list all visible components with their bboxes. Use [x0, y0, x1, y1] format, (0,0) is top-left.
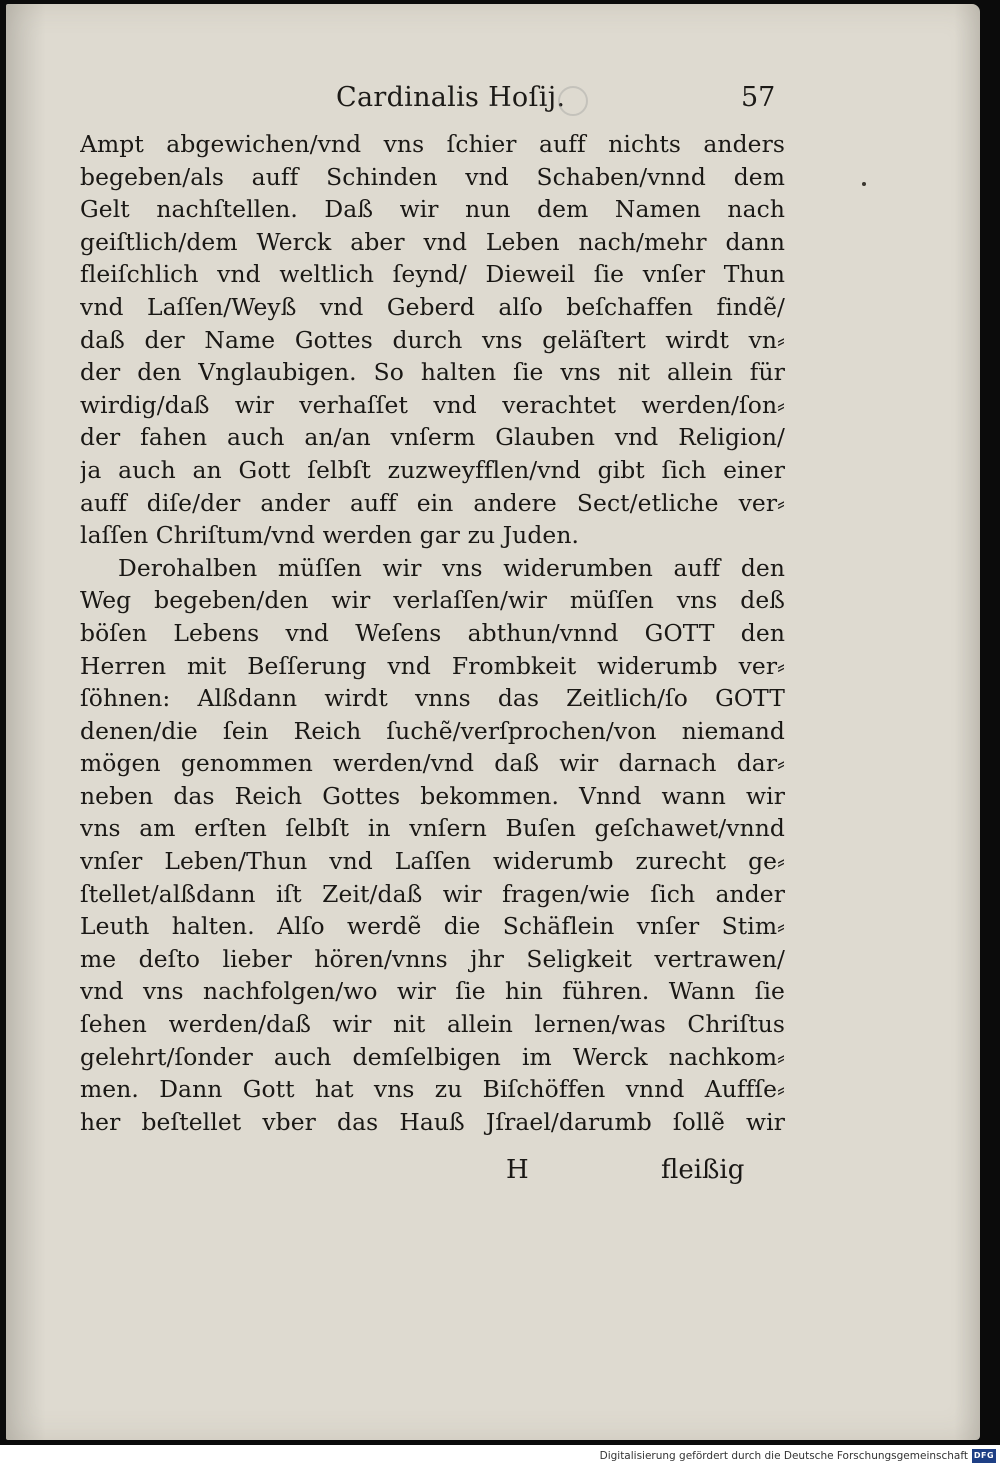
text-line: Herren mit Beſſerung vnd Frombkeit widerumb ver⸗ [80, 651, 785, 680]
text-line: gelehrt/ſonder auch demſelbigen im Werck nachkom⸗ [80, 1042, 785, 1071]
body-text [80, 128, 785, 1138]
text-line: Weg begeben/den wir verlaſſen/wir müſſen vns deß [80, 586, 785, 615]
text-line: mögen genommen werden/vnd daß wir darnach dar⸗ [80, 749, 785, 778]
text-line: geiſtlich/dem Werck aber vnd Leben nach/mehr dann [80, 227, 785, 256]
text-line: böſen Lebens vnd Weſens abthun/vnnd GOTT den [80, 618, 785, 647]
signature-mark: H [506, 1155, 529, 1185]
dfg-logo-icon: DFG [972, 1449, 996, 1463]
text-line: ſehen werden/daß wir nit allein lernen/was Chriſtus [80, 1010, 785, 1039]
speck [862, 182, 866, 186]
text-line: Gelt nachſtellen. Daß wir nun dem Namen nach [80, 195, 785, 224]
text-line: auff diſe/der ander auff ein andere Sect/etliche ver⸗ [80, 488, 785, 517]
text-line: me deſto lieber hören/vnns jhr Seligkeit vertrawen/ [80, 944, 785, 973]
text-line: ſöhnen: Alßdann wirdt vnns das Zeitlich/ſo GOTT [80, 684, 785, 713]
text-line: men. Dann Gott hat vns zu Biſchöffen vnnd Auffſe⸗ [80, 1075, 785, 1104]
ink-smudge [558, 86, 588, 116]
text-line: Derohalben müſſen wir vns widerumben auff den [118, 553, 785, 582]
edge-shadow [954, 4, 980, 1440]
book-page [6, 4, 980, 1440]
text-line: der den Vnglaubigen. So halten ſie vns nit allein für [80, 358, 785, 387]
text-line: vnſer Leben/Thun vnd Laſſen widerumb zurecht ge⸗ [80, 847, 785, 876]
page-number: 57 [741, 82, 776, 113]
text-line: vns am erſten ſelbſt in vnſern Buſen geſchawet/vnnd [80, 814, 785, 843]
text-line: laſſen Chriſtum/vnd werden gar zu Juden. [80, 521, 580, 550]
text-line: Ampt abgewichen/vnd vns ſchier auff nichts anders [80, 130, 785, 158]
page-footer [6, 1155, 980, 1195]
text-line: wirdig/daß wir verhaſſet vnd verachtet werden/ſon⸗ [80, 390, 785, 419]
text-line: ja auch an Gott ſelbſt zuzweyfflen/vnd gibt ſich einer [80, 455, 785, 484]
text-line: vnd vns nachfolgen/wo wir ſie hin führen. Wann ſie [80, 977, 785, 1006]
catchword: fleißig [661, 1155, 745, 1185]
text-line: der fahen auch an/an vnſerm Glauben vnd Religion/ [80, 423, 785, 452]
text-line: fleiſchlich vnd weltlich ſeynd/ Dieweil ſie vnſer Thun [80, 260, 785, 289]
text-line: her beſtellet vber das Hauß Jſrael/darumb ſollẽ wir [80, 1107, 785, 1136]
gutter-shadow [6, 4, 46, 1440]
text-line: vnd Laſſen/Weyß vnd Geberd alſo beſchaffen findẽ/ [80, 292, 785, 321]
text-line: daß der Name Gottes durch vns geläſtert wirdt vn⸗ [80, 325, 785, 354]
credit-bar [0, 1445, 1000, 1469]
text-line: neben das Reich Gottes bekommen. Vnnd wann wir [80, 781, 785, 810]
credit-text: Digitalisierung gefördert durch die Deutsche Forschungsgemeinschaft [599, 1450, 968, 1462]
text-line: denen/die ſein Reich ſuchẽ/verſprochen/von niemand [80, 716, 785, 745]
running-head: Cardinalis Hoſij. [336, 82, 566, 113]
text-line: ſtellet/alßdann iſt Zeit/daß wir fragen/wie ſich ander [80, 879, 785, 908]
page-header [6, 82, 980, 122]
text-line: begeben/als auff Schinden vnd Schaben/vnnd dem [80, 162, 785, 191]
text-line: Leuth halten. Alſo werdẽ die Schäflein vnſer Stim⸗ [80, 912, 785, 941]
